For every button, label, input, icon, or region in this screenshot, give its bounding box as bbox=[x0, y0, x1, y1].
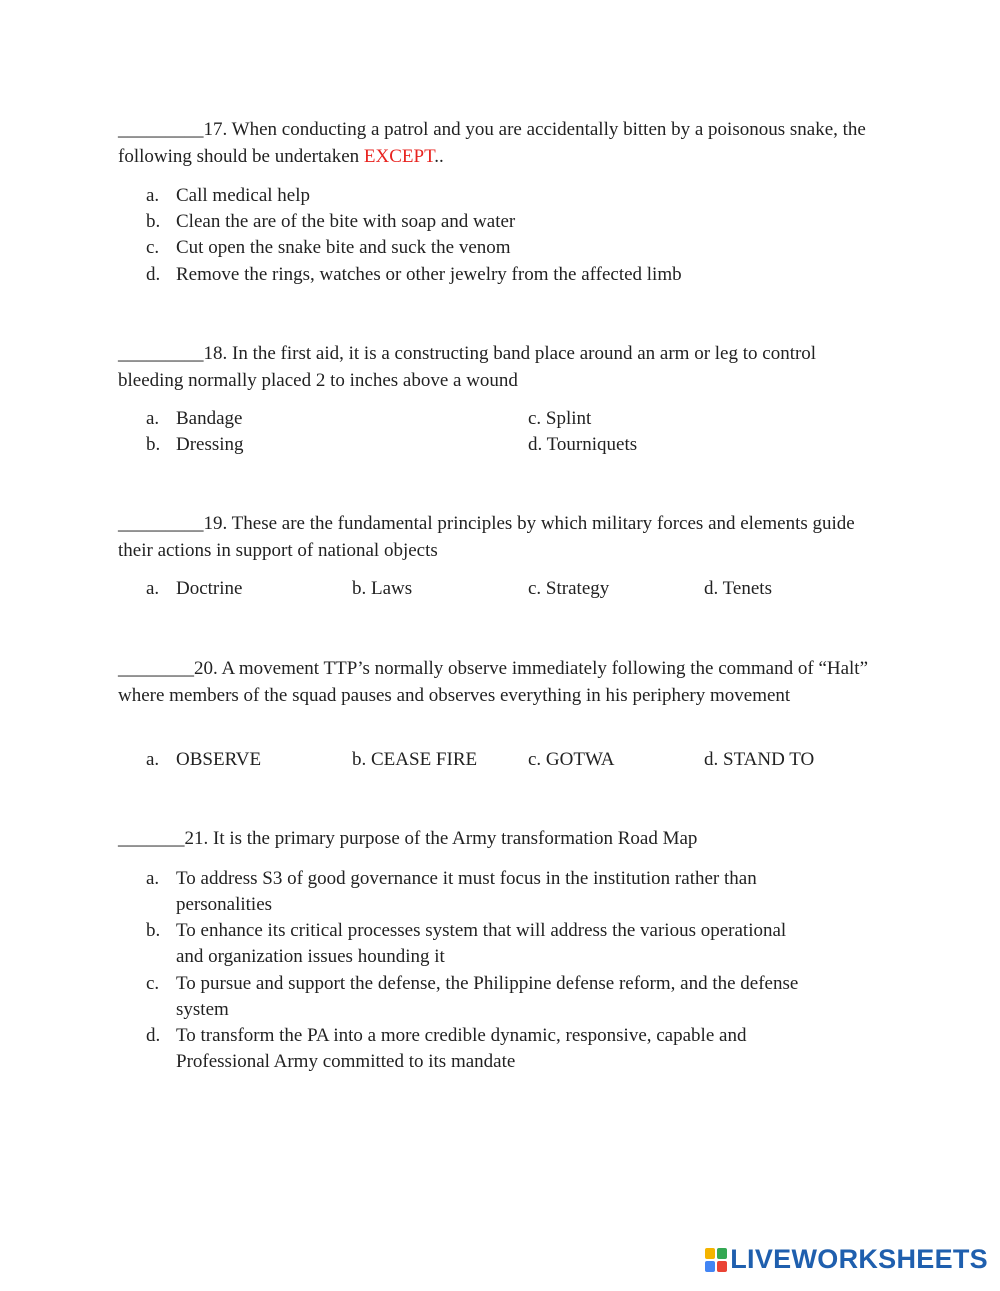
option-text-line2: system bbox=[176, 999, 229, 1020]
option-text-line1: To enhance its critical processes system that will address the various operational bbox=[176, 920, 787, 941]
logo-square-4 bbox=[717, 1261, 727, 1272]
question-text: 19. These are the fundamental principles by which military forces and elements guide their actions in support of national objects bbox=[118, 513, 855, 561]
option-letter: c. bbox=[146, 973, 160, 994]
option-text-line2: Professional Army committed to its mandate bbox=[176, 1051, 516, 1072]
logo-square-3 bbox=[705, 1261, 715, 1272]
question-17 bbox=[118, 117, 878, 170]
option-text-line2: personalities bbox=[176, 894, 273, 915]
q20-option-c: c. GOTWA bbox=[528, 749, 615, 770]
answer-blank: _________ bbox=[118, 343, 204, 364]
q19-option-b: b. Laws bbox=[352, 578, 413, 599]
answer-blank: _________ bbox=[118, 513, 204, 534]
option-text: Call medical help bbox=[176, 185, 311, 206]
question-text: 18. In the first aid, it is a constructing band place around an arm or leg to control bleeding normally placed 2 to inches above a wound bbox=[118, 343, 817, 391]
answer-blank: _________ bbox=[118, 119, 204, 140]
answer-blank: _______ bbox=[118, 828, 185, 849]
option-letter: a. bbox=[146, 408, 160, 429]
liveworksheets-logo[interactable] bbox=[705, 1244, 988, 1275]
q20-option-d: d. STAND TO bbox=[704, 749, 815, 770]
question-20 bbox=[118, 656, 878, 709]
q19-option-c: c. Strategy bbox=[528, 578, 610, 599]
option-text: Cut open the snake bite and suck the venom bbox=[176, 237, 511, 258]
option-letter: b. bbox=[146, 434, 161, 455]
option-letter: a. bbox=[146, 749, 160, 770]
option-letter: a. bbox=[146, 578, 160, 599]
logo-square-1 bbox=[705, 1248, 715, 1259]
question-text: 17. When conducting a patrol and you are accidentally bitten by a poisonous snake, the following should be undertaken bbox=[118, 119, 866, 167]
option-text-line1: To transform the PA into a more credible dynamic, responsive, capable and bbox=[176, 1025, 747, 1046]
question-18 bbox=[118, 341, 878, 394]
option-letter: b. bbox=[146, 920, 161, 941]
logo-square-2 bbox=[717, 1248, 727, 1259]
option-letter: c. bbox=[146, 237, 160, 258]
option-text-line2: and organization issues hounding it bbox=[176, 946, 445, 967]
question-text: 20. A movement TTP’s normally observe immediately following the command of “Halt” where members of the squad pauses and observes everything in his periphery movement bbox=[118, 658, 869, 706]
option-letter: d. bbox=[146, 1025, 161, 1046]
except-emphasis: EXCEPT bbox=[363, 145, 435, 167]
answer-blank: ________ bbox=[118, 658, 194, 679]
q19-option-d: d. Tenets bbox=[704, 578, 772, 599]
q18-option-d: d. Tourniquets bbox=[528, 434, 638, 455]
option-text: OBSERVE bbox=[176, 749, 262, 770]
question-text: 21. It is the primary purpose of the Army transformation Road Map bbox=[184, 828, 698, 849]
question-21 bbox=[118, 826, 878, 853]
option-letter: a. bbox=[146, 185, 160, 206]
option-letter: b. bbox=[146, 211, 161, 232]
option-text-line1: To address S3 of good governance it must focus in the institution rather than bbox=[176, 868, 757, 889]
option-text-line1: To pursue and support the defense, the Philippine defense reform, and the defense bbox=[176, 973, 799, 994]
logo-text: LIVEWORKSHEETS bbox=[730, 1244, 988, 1274]
logo-grid-icon bbox=[705, 1248, 727, 1272]
option-text: Dressing bbox=[176, 434, 244, 455]
q20-option-b: b. CEASE FIRE bbox=[352, 749, 478, 770]
option-text: Remove the rings, watches or other jewelry from the affected limb bbox=[176, 264, 682, 285]
option-text: Clean the are of the bite with soap and water bbox=[176, 211, 516, 232]
option-text: Bandage bbox=[176, 408, 243, 429]
question-19 bbox=[118, 511, 878, 564]
question-text-tail: .. bbox=[434, 145, 444, 167]
option-letter: a. bbox=[146, 868, 160, 889]
option-text: Doctrine bbox=[176, 578, 243, 599]
option-letter: d. bbox=[146, 264, 161, 285]
q18-option-c: c. Splint bbox=[528, 408, 592, 429]
